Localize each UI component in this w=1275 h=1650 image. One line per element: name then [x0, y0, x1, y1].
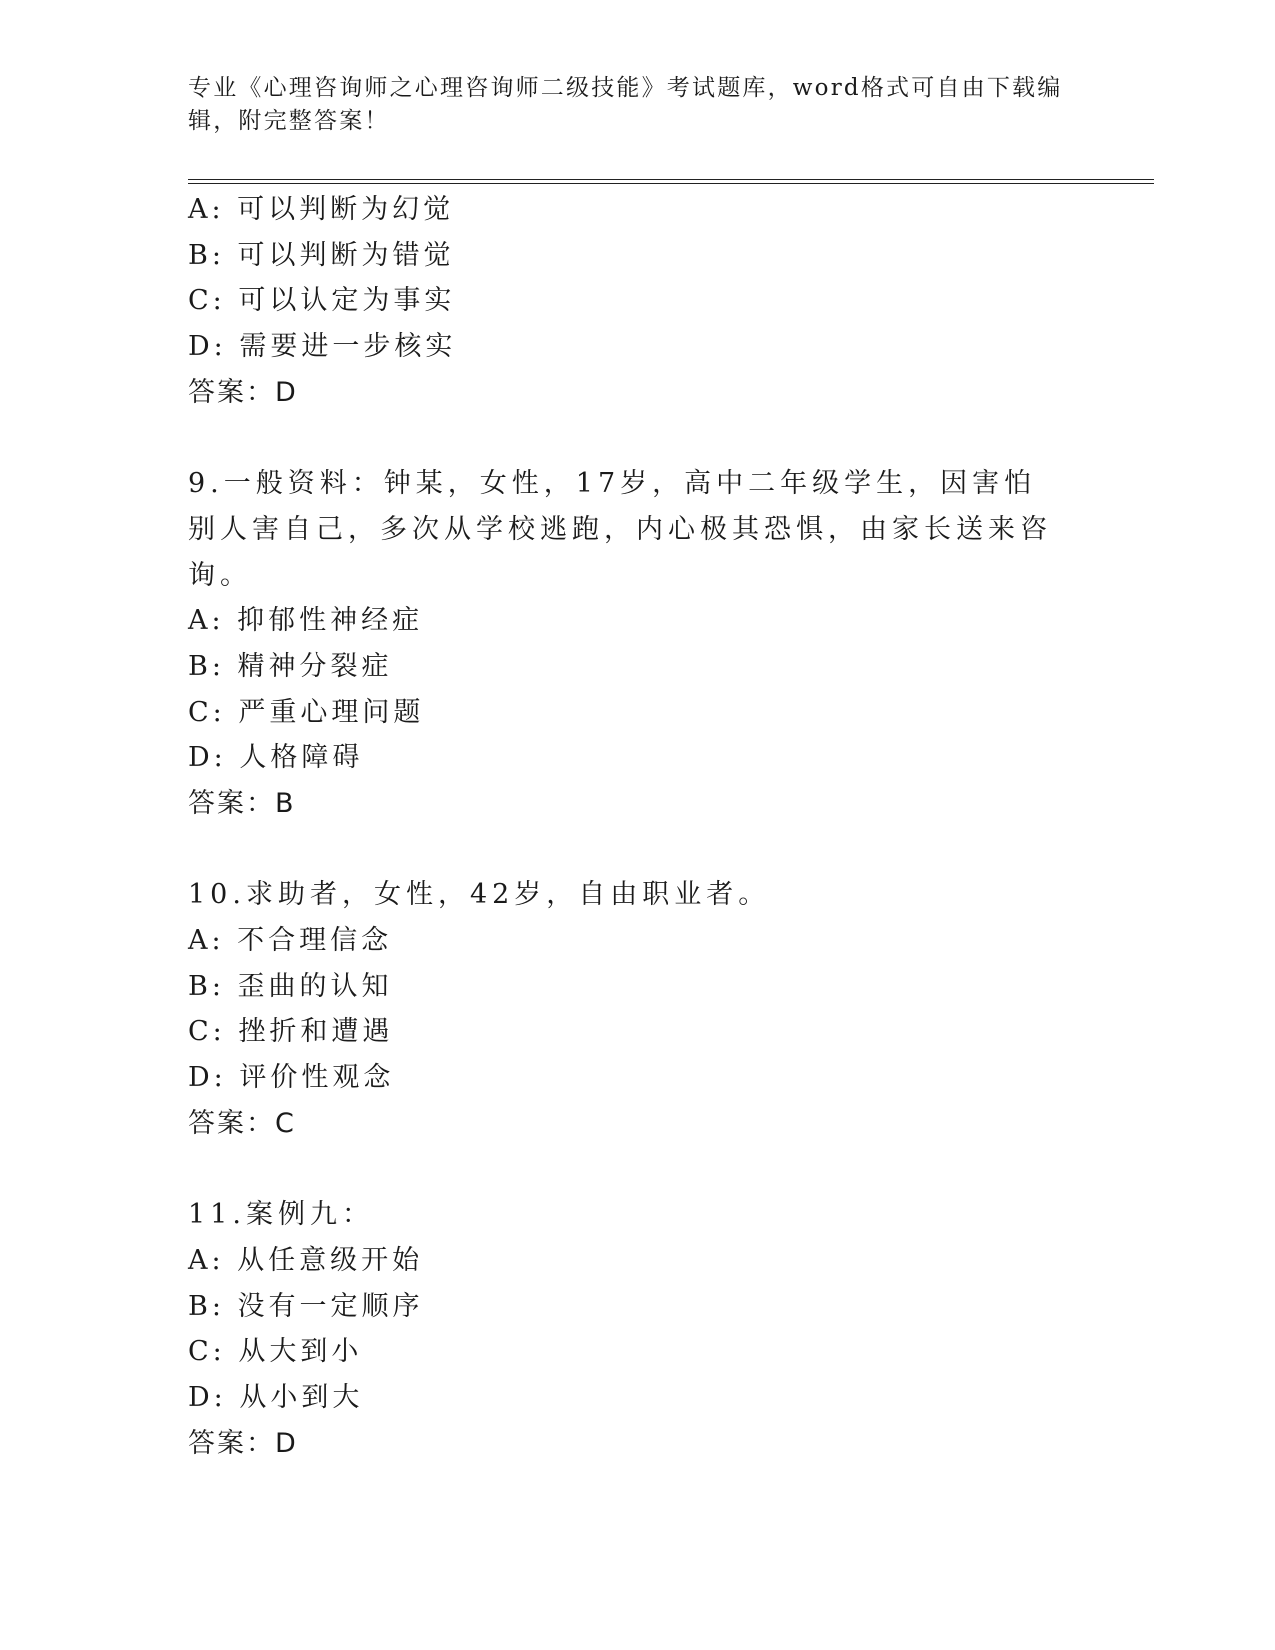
answer-line: 答案：D — [188, 1427, 298, 1459]
spacer — [188, 1147, 1088, 1193]
option-a: A: 从任意级开始 — [188, 1244, 424, 1276]
question-block-11 — [188, 1192, 1088, 1466]
option-d: D: 评价性观念 — [188, 1062, 395, 1094]
question-block-9 — [188, 461, 1088, 827]
answer-line: 答案：C — [188, 1107, 296, 1139]
option-c: C: 挫折和遭遇 — [188, 1016, 394, 1048]
option-c: C: 从大到小 — [188, 1336, 363, 1368]
option-b: B: 歪曲的认知 — [188, 970, 393, 1002]
option-a: A: 可以判断为幻觉 — [188, 194, 455, 225]
question-block-8 — [188, 187, 1088, 415]
answer-line: 答案：B — [188, 787, 296, 819]
answer-line: 答案：D — [188, 376, 298, 408]
question-text: 11.案例九： — [188, 1199, 374, 1231]
option-c: C: 可以认定为事实 — [188, 285, 456, 317]
option-a: A: 不合理信念 — [188, 925, 393, 957]
spacer — [188, 415, 1088, 461]
spacer — [188, 827, 1088, 873]
question-text: 9.一般资料：钟某，女性，17岁，高中二年级学生，因害怕别人害自己，多次从学校逃跑，内心极其恐惧，由家长送来咨询。 — [188, 468, 1052, 591]
option-a: A: 抑郁性神经症 — [188, 605, 424, 637]
document-header: 专业《心理咨询师之心理咨询师二级技能》考试题库，word格式可自由下载编辑，附完整答案！ — [188, 75, 1063, 134]
question-block-10 — [188, 872, 1088, 1146]
question-list — [188, 187, 1088, 1466]
option-d: D: 需要进一步核实 — [188, 331, 457, 363]
header-divider-top — [188, 179, 1154, 180]
option-d: D: 从小到大 — [188, 1381, 364, 1413]
option-b: B: 精神分裂症 — [188, 650, 393, 682]
header-divider-bottom — [188, 183, 1154, 184]
option-c: C: 严重心理问题 — [188, 696, 425, 728]
option-d: D: 人格障碍 — [188, 742, 364, 774]
question-text: 10.求助者，女性，42岁，自由职业者。 — [188, 879, 771, 911]
option-b: B: 没有一定顺序 — [188, 1290, 424, 1322]
option-b: B: 可以判断为错觉 — [188, 239, 455, 271]
